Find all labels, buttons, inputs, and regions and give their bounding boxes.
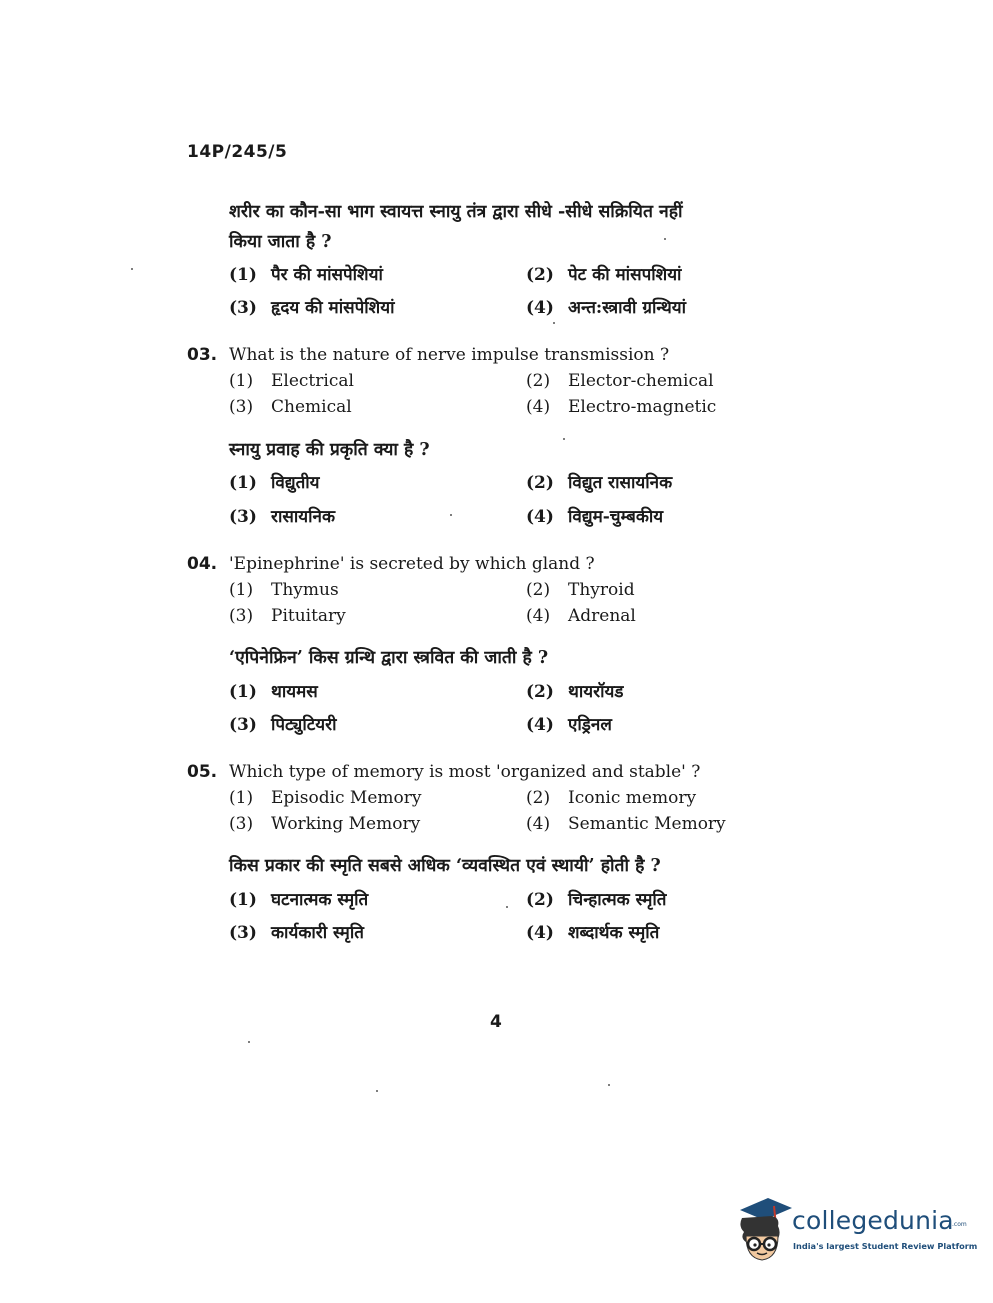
q04-hindi-option-4: (4) एड्रिनल xyxy=(526,715,612,735)
q03-number: 03. xyxy=(187,345,218,365)
q04-hindi-question: ‘एपिनेफ्रिन’ किस ग्रन्थि द्वारा स्त्रवित की जाती है ? xyxy=(229,648,549,668)
q04-hindi-option-3: (3) पिट्युटियरी xyxy=(229,715,337,735)
q02-hindi-option-3: (3) हृदय की मांसपेशियां xyxy=(229,298,395,318)
q04-option-3: (3) Pituitary xyxy=(229,606,346,626)
q04-option-4: (4) Adrenal xyxy=(526,606,636,626)
q05-option-4: (4) Semantic Memory xyxy=(526,814,726,834)
q03-option-3: (3) Chemical xyxy=(229,397,352,417)
q03-hindi-option-4: (4) विद्युम-चुम्बकीय xyxy=(526,507,664,527)
scan-speck xyxy=(553,322,555,324)
q03-hindi-option-1: (1) विद्युतीय xyxy=(229,473,320,493)
q02-hindi-stem-line2: किया जाता है ? xyxy=(229,232,332,252)
q03-option-2: (2) Elector-chemical xyxy=(526,371,714,391)
paper-code: 14P/245/5 xyxy=(187,142,288,162)
student-mascot-icon xyxy=(734,1196,792,1266)
collegedunia-logo xyxy=(734,1196,978,1266)
q04-hindi-option-1: (1) थायमस xyxy=(229,682,318,702)
q05-option-1: (1) Episodic Memory xyxy=(229,788,422,808)
q05-option-2: (2) Iconic memory xyxy=(526,788,697,808)
q05-hindi-option-4: (4) शब्दार्थक स्मृति xyxy=(526,923,660,943)
q05-hindi-option-2: (2) चिन्हात्मक स्मृति xyxy=(526,890,667,910)
scan-speck xyxy=(376,1090,378,1092)
q05-question: Which type of memory is most 'organized and stable' ? xyxy=(229,762,701,782)
logo-tagline: India's largest Student Review Platform xyxy=(793,1241,978,1251)
page-number: 4 xyxy=(490,1012,502,1032)
scan-speck xyxy=(248,1041,250,1043)
q02-hindi-option-1: (1) पैर की मांसपेशियां xyxy=(229,265,383,285)
q05-hindi-option-1: (1) घटनात्मक स्मृति xyxy=(229,890,369,910)
q03-hindi-question: स्नायु प्रवाह की प्रकृति क्या है ? xyxy=(229,440,430,460)
q03-option-4: (4) Electro-magnetic xyxy=(526,397,717,417)
q05-hindi-question: किस प्रकार की स्मृति सबसे अधिक ‘व्यवस्थित एवं स्थायी’ होती है ? xyxy=(229,856,661,876)
logo-wordmark: collegedunia xyxy=(792,1206,954,1235)
q05-number: 05. xyxy=(187,762,218,782)
q02-hindi-option-4: (4) अन्त:स्त्रावी ग्रन्थियां xyxy=(526,298,687,318)
q04-number: 04. xyxy=(187,554,218,574)
q05-hindi-option-3: (3) कार्यकारी स्मृति xyxy=(229,923,364,943)
q03-option-1: (1) Electrical xyxy=(229,371,354,391)
scan-speck xyxy=(608,1084,610,1086)
q02-hindi-option-2: (2) पेट की मांसपशियां xyxy=(526,265,682,285)
q04-option-2: (2) Thyroid xyxy=(526,580,635,600)
q05-option-3: (3) Working Memory xyxy=(229,814,421,834)
scan-speck xyxy=(450,514,452,516)
q03-hindi-option-2: (2) विद्युत रासायनिक xyxy=(526,473,673,493)
q02-hindi-stem-line1: शरीर का कौन-सा भाग स्वायत्त स्नायु तंत्र द्वारा सीधे -सीधे सक्रियित नहीं xyxy=(229,202,683,222)
q04-option-1: (1) Thymus xyxy=(229,580,339,600)
q04-hindi-option-2: (2) थायरॉयड xyxy=(526,682,624,702)
scan-speck xyxy=(563,438,565,440)
q03-hindi-option-3: (3) रासायनिक xyxy=(229,507,336,527)
scan-speck xyxy=(664,238,666,240)
q03-question: What is the nature of nerve impulse transmission ? xyxy=(229,345,670,365)
q04-question: 'Epinephrine' is secreted by which gland ? xyxy=(229,554,595,574)
logo-domain: .com xyxy=(952,1221,967,1228)
scan-speck xyxy=(506,906,508,908)
scan-speck xyxy=(131,268,133,270)
